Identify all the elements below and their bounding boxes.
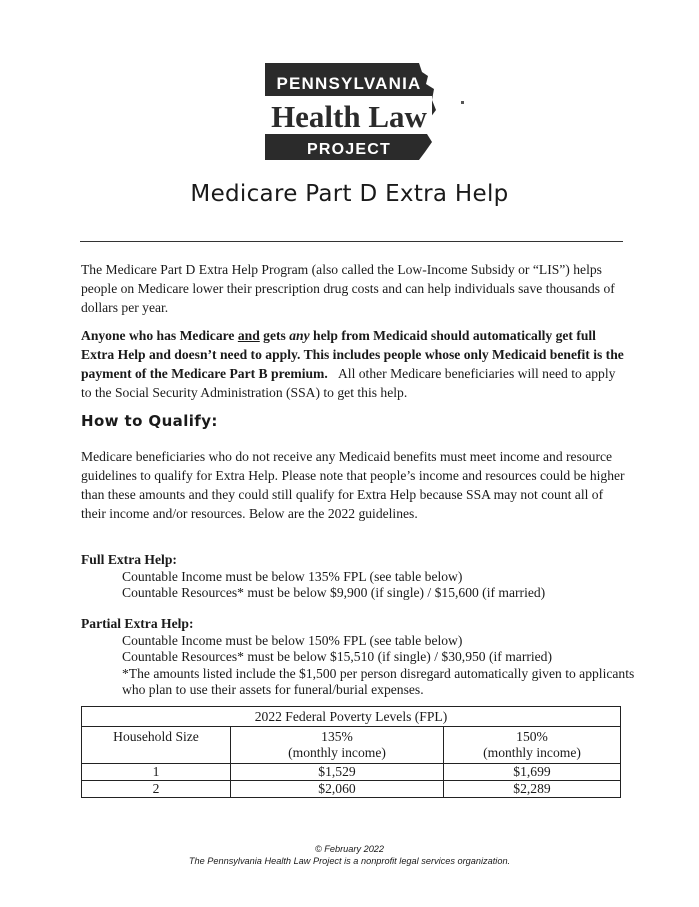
partial-extra-help-section — [81, 616, 641, 699]
header-subtext: (monthly income) — [483, 745, 581, 760]
full-resources-line: Countable Resources* must be below $9,900 (if single) / $15,600 (if married) — [122, 585, 546, 600]
fpl-table — [81, 706, 621, 798]
page-title: Medicare Part D Extra Help — [190, 181, 509, 207]
logo-line-1: PENNSYLVANIA — [276, 74, 422, 93]
table-cell: $2,060 — [231, 781, 444, 798]
column-header-135 — [231, 727, 444, 764]
title-divider — [80, 241, 623, 242]
footer-org-statement: The Pennsylvania Health Law Project is a nonprofit legal services organization. — [188, 856, 511, 866]
full-extra-help-section — [81, 552, 641, 602]
column-header-household-size — [82, 727, 231, 764]
header-subtext: (monthly income) — [288, 745, 386, 760]
table-cell: 2 — [82, 781, 231, 798]
auto-any: any — [289, 328, 310, 343]
partial-extra-help-heading: Partial Extra Help: — [81, 616, 194, 631]
table-row — [82, 764, 621, 781]
table-cell: $1,529 — [231, 764, 444, 781]
table-cell: $1,699 — [444, 764, 621, 781]
stray-mark — [461, 101, 464, 104]
auto-rest: All other Medicare beneficiaries will need to apply to the Social Security Administration (SSA) to get this help. — [81, 366, 616, 400]
header-text: Household Size — [113, 729, 199, 744]
qualify-heading: How to Qualify: — [81, 412, 218, 430]
table-caption: 2022 Federal Poverty Levels (FPL) — [82, 707, 621, 727]
partial-note: *The amounts listed include the $1,500 per person disregard automatically given to applicants who plan to use their assets for funeral/burial expenses. — [122, 665, 635, 697]
table-row — [82, 781, 621, 798]
footer — [0, 843, 699, 867]
auto-and: and — [237, 328, 260, 343]
partial-income-line: Countable Income must be below 150% FPL (see table below) — [122, 632, 463, 648]
automatic-eligibility-paragraph — [81, 326, 626, 402]
table-cell: $2,289 — [444, 781, 621, 798]
qualify-paragraph: Medicare beneficiaries who do not receive any Medicaid benefits must meet income and resource guidelines to qualify for Extra Help. Please note that people’s income and resources could be higher than these amounts and they could still qualify for Extra Help because SSA may not count all of their income and/or resources. Below are the 2022 guidelines. — [81, 449, 625, 521]
pennsylvania-state-shape-icon — [262, 60, 438, 163]
full-extra-help-heading: Full Extra Help: — [81, 552, 177, 567]
auto-bold-5: help from Medicaid should automatically get full Extra Help and doesn’t need to apply. This includes people whose only Medicaid benefit is the payment of the Medicare Part B premium. — [81, 328, 624, 381]
column-header-150 — [444, 727, 621, 764]
table-cell: 1 — [82, 764, 231, 781]
header-text: 135% — [321, 729, 353, 744]
full-income-line: Countable Income must be below 135% FPL (see table below) — [122, 568, 463, 584]
logo-line-3: PROJECT — [307, 141, 391, 158]
footer-copyright: © February 2022 — [314, 844, 385, 854]
auto-bold-1: Anyone who has Medicare — [81, 328, 238, 343]
header-text: 150% — [516, 729, 548, 744]
partial-resources-line: Countable Resources* must be below $15,510 (if single) / $30,950 (if married) — [122, 649, 553, 664]
intro-paragraph: The Medicare Part D Extra Help Program (also called the Low-Income Subsidy or “LIS”) helps people on Medicare lower their prescription drug costs and can help individuals save thousands of dollars per year. — [81, 262, 615, 315]
logo-line-2: Health Law — [271, 99, 427, 134]
organization-logo — [262, 60, 438, 163]
auto-bold-3: gets — [259, 328, 290, 343]
